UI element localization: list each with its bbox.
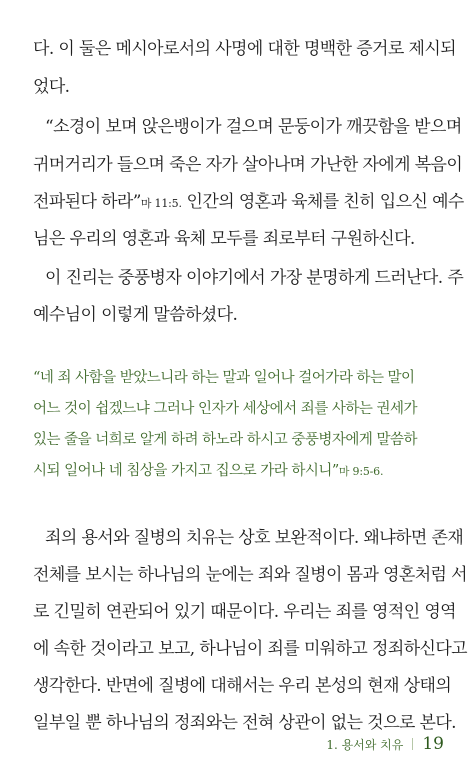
- text-line: 죄의 용서와 질병의 치유는 상호 보완적이다. 왜냐하면 존재: [45, 528, 464, 548]
- scripture-reference: 마 11:5.: [140, 197, 182, 210]
- text-line: 었다.: [33, 77, 70, 97]
- text-line: 전체를 보시는 하나님의 눈에는 죄와 질병이 몸과 영혼처럼 서: [33, 565, 467, 585]
- text-line: 생각한다. 반면에 질병에 대해서는 우리 본성의 현재 상태의: [33, 676, 452, 696]
- text-line: 에 속한 것이라고 보고, 하나님이 죄를 미워하고 정죄하신다고: [33, 639, 467, 659]
- quote-text: 전파된다 하라”: [33, 192, 141, 212]
- text-line: 일부일 뿐 하나님의 정죄와는 전혀 상관이 없는 것으로 본다.: [33, 713, 456, 733]
- text-line: 이 진리는 중풍병자 이야기에서 가장 분명하게 드러난다. 주: [45, 268, 464, 288]
- chapter-title: 1. 용서와 치유: [326, 737, 404, 752]
- text-line: 다. 이 둘은 메시아로서의 사명에 대한 명백한 증거로 제시되: [33, 39, 456, 59]
- quote-line: 어느 것이 쉽겠느냐 그러나 인자가 세상에서 죄를 사하는 권세가: [33, 401, 418, 417]
- text-line: 로 긴밀히 연관되어 있기 때문이다. 우리는 죄를 영적인 영역: [33, 602, 456, 622]
- footer-divider: [412, 738, 413, 750]
- quote-line: 있는 줄을 너희로 알게 하려 하노라 하시고 중풍병자에게 말씀하: [33, 432, 418, 448]
- quote-line: [33, 460, 438, 483]
- text-fragment: 인간의 영혼과 육체를 친히 입으신 예수: [181, 192, 464, 212]
- page-footer: [326, 733, 444, 755]
- quote-line: “네 죄 사함을 받았느니라 하는 말과 일어나 걸어가라 하는 말이: [33, 370, 415, 386]
- text-line: [33, 191, 464, 215]
- page-number: 19: [422, 734, 444, 754]
- text-line: 예수님이 이렇게 말씀하셨다.: [33, 305, 238, 325]
- scripture-reference: 마 9:5-6.: [338, 465, 384, 478]
- text-line: 귀머거리가 들으며 죽은 자가 살아나며 가난한 자에게 복음이: [33, 155, 463, 175]
- text-line: 님은 우리의 영혼과 육체 모두를 죄로부터 구원하신다.: [33, 229, 415, 249]
- quote-text: 시되 일어나 네 침상을 가지고 집으로 가라 하시니”: [33, 463, 339, 479]
- text-line: “소경이 보며 앉은뱅이가 걸으며 문둥이가 깨끗함을 받으며: [45, 117, 462, 137]
